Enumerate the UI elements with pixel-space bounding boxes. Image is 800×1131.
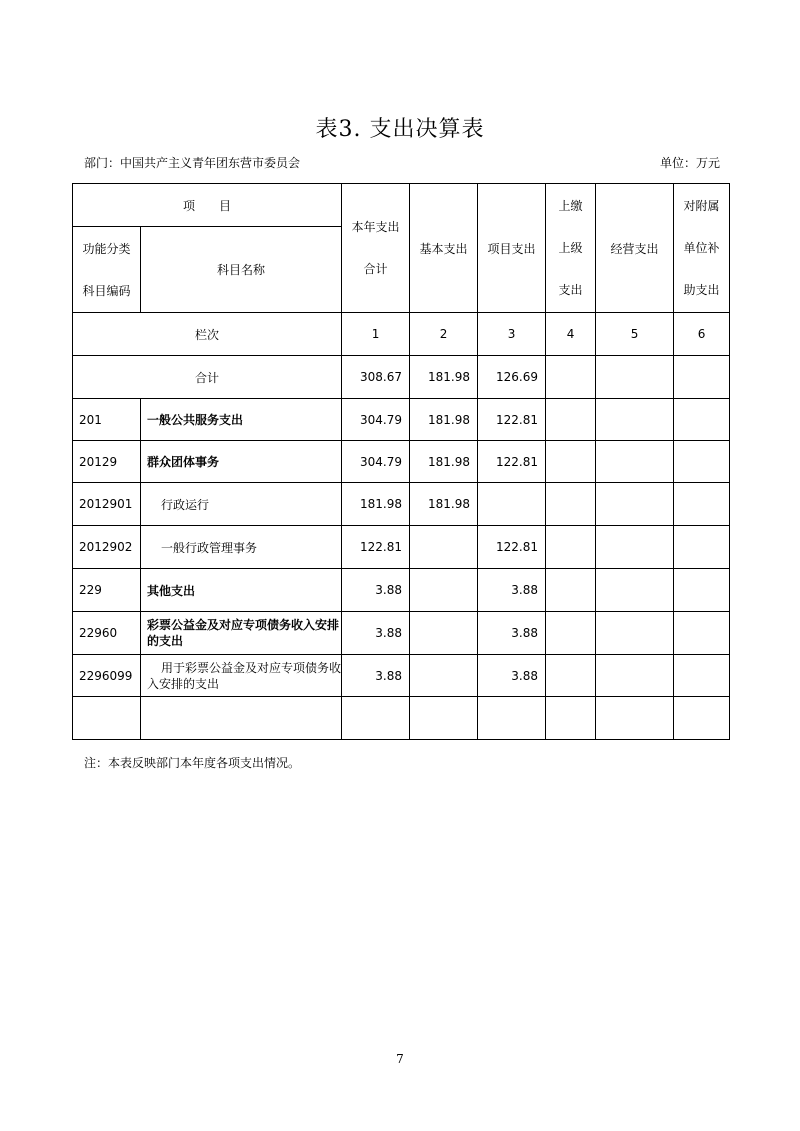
header-subsidy-line3: 助支出 [683,283,720,297]
total-row [73,356,730,399]
total-subsidy [674,356,730,399]
row-total: 304.79 [342,441,410,483]
row-subsidy [674,483,730,526]
row-upper [546,483,596,526]
header-item: 项 目 [73,184,342,227]
row-name: 用于彩票公益金及对应专项债务收入安排的支出 [141,655,342,697]
row-upper [546,612,596,655]
table-note: 注：本表反映部门本年度各项支出情况。 [84,756,301,770]
row-name: 群众团体事务 [141,441,342,483]
department-label: 部门：中国共产主义青年团东营市委员会 [84,156,301,170]
header-subsidy-line2: 单位补 [683,241,720,255]
column-index-row [73,313,730,356]
total-label: 合计 [73,356,342,399]
header-basic: 基本支出 [410,184,478,313]
row-name: 其他支出 [141,569,342,612]
row-project: 3.88 [478,612,546,655]
row-basic [410,569,478,612]
row-subsidy [674,399,730,441]
header-subsidy-line1: 对附属 [683,199,720,213]
header-project: 项目支出 [478,184,546,313]
row-business [596,526,674,569]
column-index-1: 1 [342,313,410,356]
row-upper [546,399,596,441]
header-subject-name: 科目名称 [141,227,342,313]
row-name: 行政运行 [141,483,342,526]
table-row [73,399,730,441]
row-project: 3.88 [478,655,546,697]
row-name: 彩票公益金及对应专项债务收入安排的支出 [141,612,342,655]
row-subsidy [674,569,730,612]
row-business [596,697,674,740]
row-subsidy [674,655,730,697]
column-index-label: 栏次 [73,313,342,356]
header-total-line1: 本年支出 [351,220,400,234]
row-total [342,697,410,740]
row-code: 2012902 [73,526,141,569]
row-project: 3.88 [478,569,546,612]
expenditure-table [72,183,730,740]
row-total: 181.98 [342,483,410,526]
row-basic [410,612,478,655]
document-title: 表3. 支出决算表 [315,117,485,142]
table-row [73,612,730,655]
row-business [596,441,674,483]
row-code: 22960 [73,612,141,655]
unit-label: 单位：万元 [659,156,720,170]
table-row [73,569,730,612]
header-business: 经营支出 [596,184,674,313]
row-business [596,655,674,697]
row-business [596,399,674,441]
total-business [596,356,674,399]
table-row [73,483,730,526]
row-name: 一般行政管理事务 [141,526,342,569]
table-row [73,441,730,483]
column-index-4: 4 [546,313,596,356]
header-func-code-line1: 功能分类 [82,241,131,256]
row-project: 122.81 [478,441,546,483]
row-business [596,569,674,612]
row-subsidy [674,612,730,655]
header-upper-line3: 支出 [558,283,583,297]
header-func-code [73,227,141,313]
row-total: 304.79 [342,399,410,441]
header-upper-line2: 上级 [558,241,583,255]
total-basic: 181.98 [410,356,478,399]
row-name [141,697,342,740]
row-total: 3.88 [342,655,410,697]
table-row [73,655,730,697]
row-basic [410,697,478,740]
total-total: 308.67 [342,356,410,399]
row-name: 一般公共服务支出 [141,399,342,441]
page-number: 7 [396,1052,404,1066]
header-subsidy [674,184,730,313]
row-project: 122.81 [478,526,546,569]
table-row [73,697,730,740]
header-total [342,184,410,313]
row-upper [546,569,596,612]
row-total: 3.88 [342,612,410,655]
row-basic [410,526,478,569]
column-index-5: 5 [596,313,674,356]
header-total-line2: 合计 [363,262,388,276]
header-upper [546,184,596,313]
row-business [596,483,674,526]
row-total: 3.88 [342,569,410,612]
row-subsidy [674,441,730,483]
total-upper [546,356,596,399]
column-index-3: 3 [478,313,546,356]
row-basic [410,655,478,697]
row-subsidy [674,697,730,740]
row-basic: 181.98 [410,399,478,441]
row-code [73,697,141,740]
header-func-code-line2: 科目编码 [82,283,131,298]
total-project: 126.69 [478,356,546,399]
row-code: 20129 [73,441,141,483]
row-project: 122.81 [478,399,546,441]
row-basic: 181.98 [410,441,478,483]
row-code: 2012901 [73,483,141,526]
row-upper [546,655,596,697]
row-upper [546,526,596,569]
row-code: 2296099 [73,655,141,697]
row-upper [546,697,596,740]
table-row [73,526,730,569]
header-upper-line1: 上缴 [558,199,583,213]
row-code: 201 [73,399,141,441]
row-basic: 181.98 [410,483,478,526]
column-index-6: 6 [674,313,730,356]
row-total: 122.81 [342,526,410,569]
row-business [596,612,674,655]
row-project [478,697,546,740]
column-index-2: 2 [410,313,478,356]
row-code: 229 [73,569,141,612]
row-project [478,483,546,526]
row-subsidy [674,526,730,569]
row-upper [546,441,596,483]
